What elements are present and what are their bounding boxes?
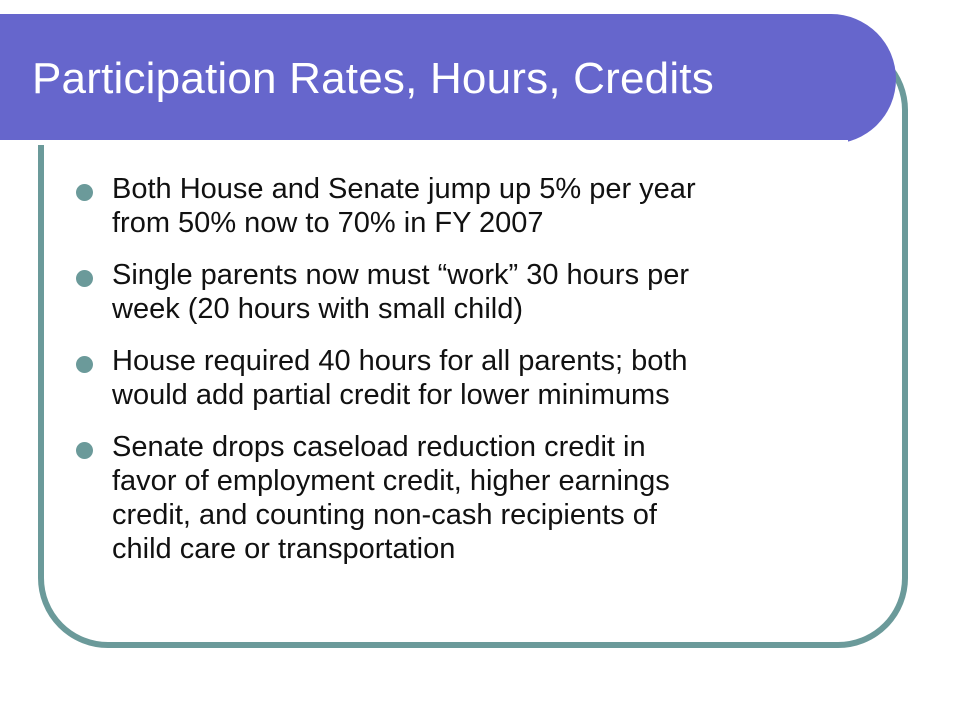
bullet-text-line: Senate drops caseload reduction credit in bbox=[112, 431, 646, 463]
bullet-icon bbox=[76, 356, 93, 373]
bullet-text-line: Both House and Senate jump up 5% per year bbox=[112, 173, 696, 205]
bullet-icon bbox=[76, 270, 93, 287]
bullet-text-line: child care or transportation bbox=[112, 533, 456, 565]
bullet-text-line: week (20 hours with small child) bbox=[112, 293, 523, 325]
bullet-text-line: favor of employment credit, higher earnings bbox=[112, 465, 670, 497]
bullet-item bbox=[74, 344, 874, 412]
bullet-icon bbox=[76, 442, 93, 459]
bullet-icon bbox=[76, 184, 93, 201]
bullet-text-line: would add partial credit for lower minimums bbox=[112, 379, 670, 411]
title-underline bbox=[0, 140, 848, 145]
title-bar bbox=[0, 14, 896, 144]
bullet-item bbox=[74, 172, 874, 240]
bullet-text-line: from 50% now to 70% in FY 2007 bbox=[112, 207, 544, 239]
slide-title: Participation Rates, Hours, Credits bbox=[32, 54, 714, 103]
bullet-item bbox=[74, 258, 874, 326]
bullet-text-line: credit, and counting non-cash recipients of bbox=[112, 499, 657, 531]
bullet-list bbox=[74, 172, 874, 584]
bullet-text-line: House required 40 hours for all parents; both bbox=[112, 345, 688, 377]
bullet-item bbox=[74, 430, 874, 566]
bullet-text-line: Single parents now must “work” 30 hours per bbox=[112, 259, 690, 291]
